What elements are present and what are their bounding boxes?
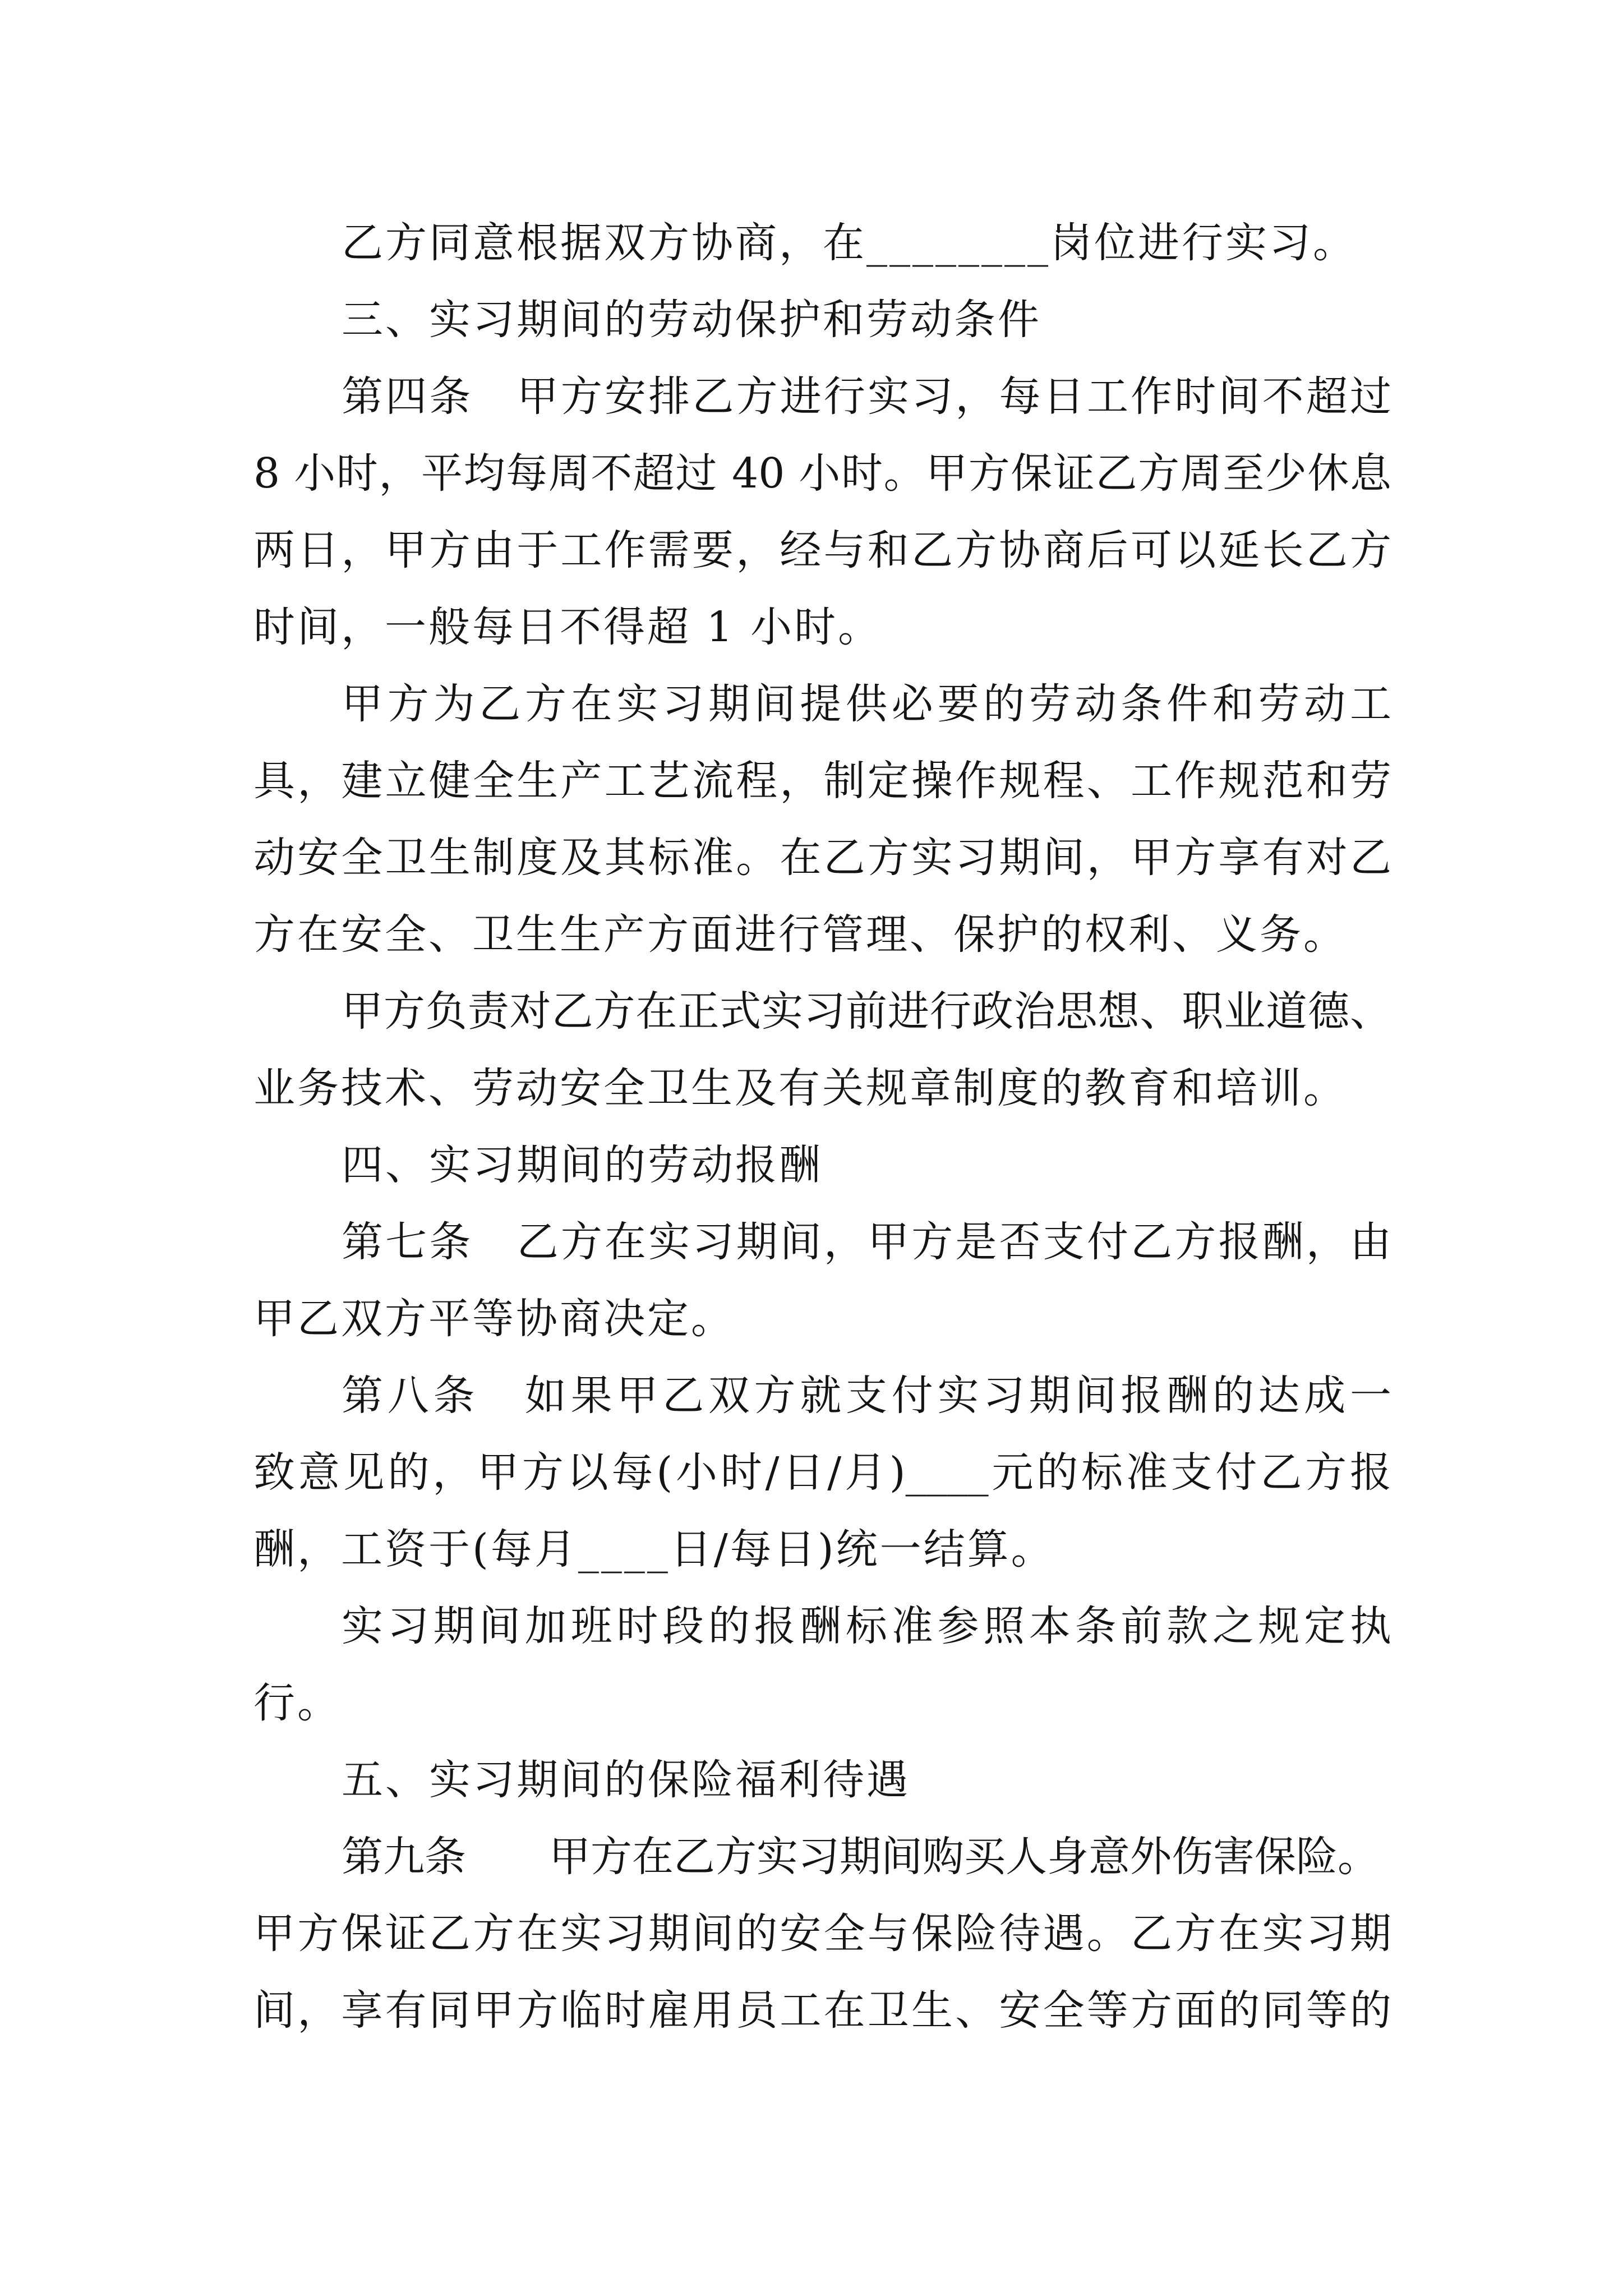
article-4-paragraph: [253, 358, 1391, 666]
working-conditions-paragraph: [253, 666, 1391, 973]
paragraph-line: 方在安全、卫生生产方面进行管理、保护的权利、义务。: [253, 910, 1347, 959]
paragraph-line: 8 小时，平均每周不超过 40 小时。甲方保证乙方周至少休息: [253, 449, 1391, 498]
paragraph-line: 具，建立健全生产工艺流程，制定操作规程、工作规范和劳: [253, 757, 1391, 805]
paragraph-line: 动安全卫生制度及其标准。在乙方实习期间，甲方享有对乙: [253, 834, 1391, 882]
paragraph-line: 业务技术、劳动安全卫生及有关规章制度的教育和培训。: [253, 1064, 1347, 1112]
training-paragraph: [253, 973, 1391, 1127]
section-heading-remuneration: [253, 1127, 1391, 1204]
section-heading: 三、实习期间的劳动保护和劳动条件: [342, 296, 1041, 344]
paragraph-line: 酬，工资于(每月____日/每日)统一结算。: [253, 1525, 1055, 1573]
paragraph-line: 乙方同意根据双方协商，在________岗位进行实习。: [342, 219, 1357, 267]
section-heading: 四、实习期间的劳动报酬: [342, 1141, 823, 1189]
paragraph-line: 甲方保证乙方在实习期间的安全与保险待遇。乙方在实习期: [253, 1910, 1391, 1958]
paragraph-line: 甲乙双方平等协商决定。: [253, 1295, 735, 1343]
paragraph-line: 时间，一般每日不得超 1 小时。: [253, 603, 882, 651]
article-7-paragraph: [253, 1204, 1391, 1358]
paragraph-line: 甲方为乙方在实习期间提供必要的劳动条件和劳动工: [342, 680, 1391, 728]
paragraph-line: 第八条 如果甲乙双方就支付实习期间报酬的达成一: [342, 1372, 1391, 1420]
article-8-paragraph: [253, 1358, 1391, 1588]
paragraph-line: 行。: [253, 1679, 341, 1727]
section-heading-labor-protection: [253, 282, 1391, 358]
paragraph-line: 实习期间加班时段的报酬标准参照本条前款之规定执: [342, 1602, 1391, 1650]
overtime-paragraph: [253, 1588, 1391, 1742]
paragraph-line: 第四条 甲方安排乙方进行实习，每日工作时间不超过: [342, 372, 1391, 421]
paragraph-line: 甲方负责对乙方在正式实习前进行政治思想、职业道德、: [342, 987, 1391, 1036]
article-9-paragraph: [253, 1819, 1391, 2049]
paragraph-line: 两日，甲方由于工作需要，经与和乙方协商后可以延长乙方: [253, 526, 1391, 574]
section-heading-insurance: [253, 1742, 1391, 1819]
paragraph-post-agreement: [253, 205, 1391, 282]
paragraph-line: 间，享有同甲方临时雇用员工在卫生、安全等方面的同等的: [253, 1986, 1391, 2035]
paragraph-line: 第九条 甲方在乙方实习期间购买人身意外伤害保险。: [342, 1833, 1379, 1881]
paragraph-line: 第七条 乙方在实习期间，甲方是否支付乙方报酬，由: [342, 1218, 1391, 1266]
paragraph-line: 致意见的，甲方以每(小时/日/月)____元的标准支付乙方报: [253, 1448, 1391, 1497]
section-heading: 五、实习期间的保险福利待遇: [342, 1756, 910, 1804]
document-body: [253, 205, 1391, 2049]
